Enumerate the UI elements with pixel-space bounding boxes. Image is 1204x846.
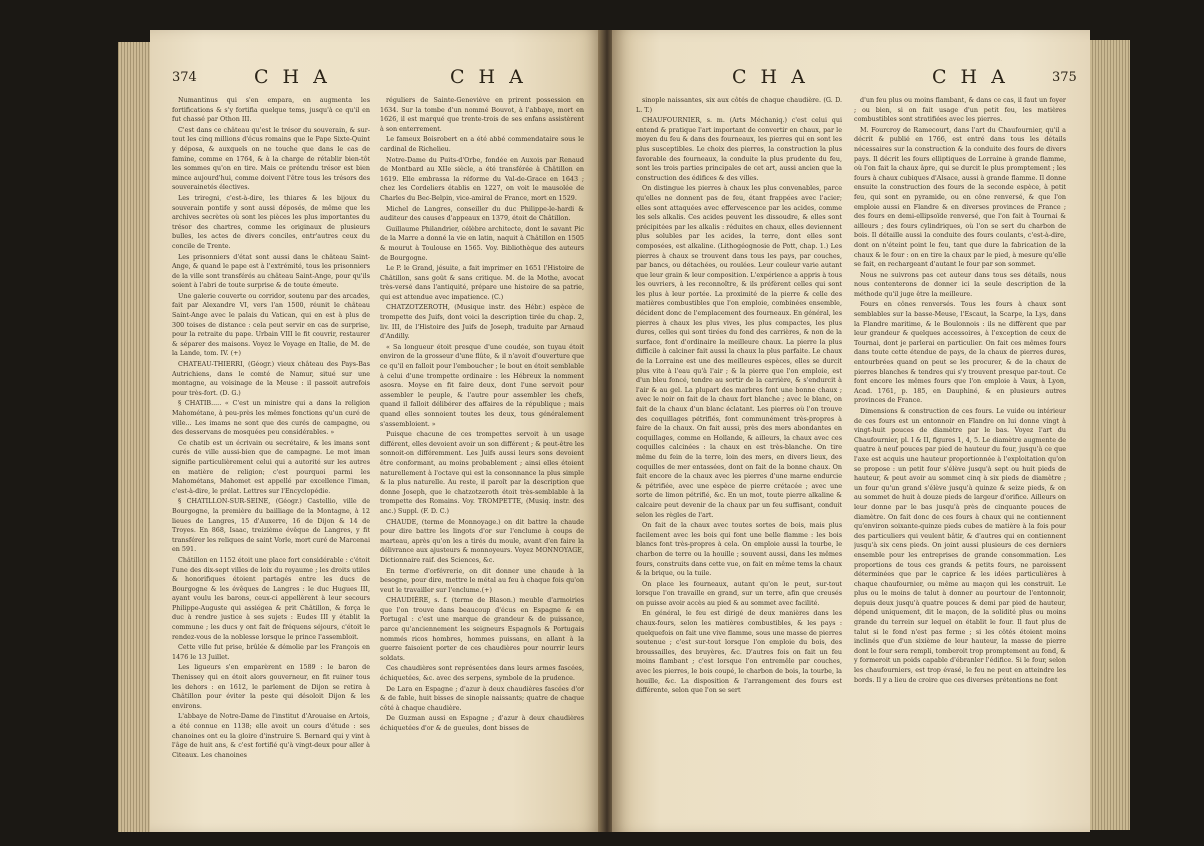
paragraph: Guillaume Philandrier, célèbre architecte, dont le savant Pic de la Marre a donné la vie en latin, naquit à Châtillon en 1505 & mourut à Toulouse en 1565. Voy. Bibliothèque des auteurs de Bourgogne. bbox=[380, 224, 584, 262]
paragraph: CHATEAU-THIERRI, (Géogr.) vieux château des Pays-Bas Autrichiens, dans le comté de Namur, situé sur une montagne, au voisinage de la Meuse : il passoit autrefois pour très-fort. (D. G.) bbox=[172, 360, 370, 397]
paragraph: L'abbaye de Notre-Dame de l'institut d'Arouaise en Artois, a été connue en 1138; elle avoit un cours d'étude : ses chanoines ont eu la gloire d'instruire S. Bernard qui y vint à l'âge de huit ans, & c'est fortifié qu'à vingt-deux pour aller à Citeaux. Les chanoines bbox=[172, 712, 370, 759]
paragraph: § CHATIB..... « C'est un ministre qui a dans la religion Mahométane, à peu-près les mêmes fonctions qu'un curé de ville... Les imams ne sont que des curés de campagne, ou des desservans de mosquées peu considérables. » bbox=[172, 399, 370, 437]
left-running-head-1: CHA bbox=[254, 66, 341, 88]
right-running-head-2: CHA bbox=[932, 66, 1019, 88]
paragraph: Les prisonniers d'état sont aussi dans le château Saint-Ange, & quand le pape est à l'extrémité, tous les prisonniers de la ville sont transférés au château Saint-Ange, pour qu'ils soient à l'abri de toute surprise & de toute émeute. bbox=[172, 252, 370, 290]
paragraph: Notre-Dame du Puits-d'Orbe, fondée en Auxois par Renaud de Montbard au XIIe siècle, a été transférée à Châtillon en 1619. Elle embrassa la réforme du Val-de-Grace en 1643 ; chez les Cordeliers établis en 1227, on voit le mausolée de Charles du Bec-Belpin, vice-amiral de France, mort en 1529. bbox=[380, 155, 584, 202]
paragraph: d'un feu plus ou moins flambant, & dans ce cas, il faut un foyer ; ou bien, si on fait usage d'un petit feu, les matières combustibles sont stratifiées avec les pierres. bbox=[854, 96, 1066, 124]
paragraph: De Lara en Espagne ; d'azur à deux chaudières fascées d'or & de fable, huit bisses de sinople naissants; quatre de chaque côté à chaque chaudière. bbox=[380, 684, 584, 712]
right-column-2 bbox=[854, 96, 1066, 816]
paragraph: Châtillon en 1152 étoit une place fort considérable : c'étoit l'une des dix-sept villes de loix du royaume ; les droits utiles & honorifiques étoient partagés entre les ducs de Bourgogne & les évêques de Langres : le duc Hugues III, ayant voulu les barons, ceux-ci appellèrent à leur secours Philippe-Auguste qui assiégea & prit Châtillon, & força le duc à rendre justice à ses sujets : Eudes III y établit la commune ; les ducs y ont fait de fréquens séjours, c'étoit le rendez-vous de la noblesse lorsque le prince l'assembloit. bbox=[172, 555, 370, 641]
paragraph: Cette ville fut prise, brûlée & démolie par les François en 1476 le 13 Juillet. bbox=[172, 643, 370, 661]
paragraph: Les triregni, c'est-à-dire, les thiares & les bijoux du souverain pontife y sont aussi déposés, de même que les archives secrètes où sont les pièces les plus importantes du trésor des chartres, comme les originaux de plusieurs bulles, les actes de divers conciles, entr'autres ceux du concile de Trente. bbox=[172, 193, 370, 250]
paragraph: CHAUDIÈRE, s. f. (terme de Blason.) meuble d'armoiries que l'on trouve dans beaucoup d'écus en Espagne & en Portugal : c'est une marque de grandeur & de puissance, parce qu'anciennement les seigneurs Espagnols & Portugais nommés ricos hombres, hommes puissans, en allant à la guerre faisoient porter de ces chaudières pour nourrir leurs soldats. bbox=[380, 596, 584, 662]
paragraph: On fait de la chaux avec toutes sortes de bois, mais plus facilement avec les bois qui font une belle flamme : les bois blancs font très-propres à cela. On emploie aussi la tourbe, le charbon de terre ou la houille ; souvent aussi, dans les mêmes fours, construits dans cette vue, on fait en même tems la chaux & la brique, ou la tuile. bbox=[636, 521, 842, 578]
paragraph: Le P. le Grand, jésuite, a fait imprimer en 1651 l'Histoire de Châtillon, sans goût & sans critique. M. de la Mothe, avocat très-versé dans l'antiquité, prépare une histoire de sa patrie, qui est attendue avec impatience. (C.) bbox=[380, 264, 584, 301]
right-column-1 bbox=[636, 96, 842, 816]
paragraph: § CHATILLON-SUR-SEINE, (Géogr.) Castellio, ville de Bourgogne, la première du bailliage de la Montagne, à 12 lieues de Langres, 15 d'Auxerre, 16 de Dijon & 14 de Troyes. En 868, Isaac, treizième évêque de Langres, y fit transférer les reliques de saint Vorle, mort curé de Marcenai en 591. bbox=[172, 497, 370, 554]
paragraph: Ces chaudières sont représentées dans leurs armes fascées, échiquetées, &c. avec des serpens, symbole de la prudence. bbox=[380, 664, 584, 683]
paragraph: Puisque chacune de ces trompettes servoit à un usage différent, elles devoient avoir un son différent ; & peut-être les sonnoit-on différemment. Les Juifs aussi leurs sons devoient être conformant, au moins probablement ; ainsi elles étoient naturellement à l'octave qui est la consonnance la plus simple & la plus naturelle. Au reste, il paroît par la description que donne Joseph, que le chatzotzeroth étoit très-semblable à la trompette des Romains. Voy. TROMPETTE, (Musiq. instr. des anc.) Suppl. (F. D. C.) bbox=[380, 430, 584, 515]
paragraph: CHATZOTZEROTH, (Musique instr. des Hébr.) espèce de trompette des Juifs, dont voici la description tirée du chap. 2, liv. III, de l'Histoire des Juifs de Joseph, traduite par Arnaud d'Andilly. bbox=[380, 303, 584, 341]
paragraph: Ce chatib est un écrivain ou secrétaire, & les imans sont curés de ville aussi-bien que de campagne. Le mot iman signifie particulièrement celui qui a autorité sur les autres en matière de religion; c'est pourquoi parmi les Mahométans, Mahomet est appellé par excellence l'iman, c'est-à-dire, le prélat. Lettres sur l'Encyclopédie. bbox=[172, 438, 370, 495]
left-page-number: 374 bbox=[172, 70, 197, 85]
right-running-head-1: CHA bbox=[732, 66, 819, 88]
paragraph: sinople naissantes, six aux côtés de chaque chaudière. (G. D. L. T.) bbox=[636, 96, 842, 114]
paragraph: Fours en cônes renversés. Tous les fours à chaux sont semblables sur la basse-Meuse, l'Escaut, la Scarpe, la Lys, dans la Flandre maritime, & le Boulonnois : ils ne diffèrent que par leur grandeur & quelques accessoires, à l'exception de ceux de Tournai, dont je parlerai en particulier. On fait ces mêmes fours dans toute cette étendue de pays, de la chaux de pierres dures, entourbrées quand on peut se les procurer, & de la chaux de pierres blanches & tendres qui s'y trouvent presque par-tout. Ce font encore les mêmes fours que l'on emploie à Vaux, à Lyon, Acad. 1761, p. 185, en Dauphiné, & en plusieurs autres provinces de France. bbox=[854, 300, 1066, 405]
paragraph: réguliers de Sainte-Geneviève en prirent possession en 1634. Sur la tombe d'un nommé Bouvot, à l'abbaye, mort en 1626, il est marqué que trente-trois de ses enfans assistèrent à son enterrement. bbox=[380, 96, 584, 133]
left-page-edges bbox=[118, 42, 150, 832]
paragraph: Nous ne suivrons pas cet auteur dans tous ses détails, nous nous contenterons de donner ici la seule description de la méthode qu'il juge être la meilleure. bbox=[854, 270, 1066, 298]
paragraph: De Guzman aussi en Espagne ; d'azur à deux chaudières échiquetées d'or & de gueules, dont bisses de bbox=[380, 714, 584, 732]
left-column-2 bbox=[380, 96, 584, 816]
right-page bbox=[612, 30, 1090, 832]
paragraph: CHAUFOURNIER, s. m. (Arts Méchaniq.) c'est celui qui entend & pratique l'art important de convertir en chaux, par le moyen du feu & dans des fourneaux, les pierres qui en sont les plus susceptibles. Le choix des pierres, la construction la plus favorable des fourneaux, la conduite la plus prudente du feu, sont les trois parties principales de cet art, aussi ancien que la construction des édifices & des villes. bbox=[636, 116, 842, 182]
paragraph: Numantinus qui s'en empara, en augmenta les fortifications & s'y fortifia quelque tems, jusqu'à ce qu'il en fut chassé par Othon III. bbox=[172, 96, 370, 124]
paragraph: M. Fourcroy de Ramecourt, dans l'art du Chaufournier, qu'il a décrit & publié en 1766, est entré dans tous les détails nécessaires sur la construction & la conduite des fours de divers pays. Il décrit les fours elliptiques de Lorraine à grande flamme, où l'on fait la chaux âpre, qui se durcit le plus promptement ; les fours à chaux cubiques d'Alsace, aussi à grande flamme. Il donne ensuite la construction des fours de la seconde espèce, à petit feu, qui sont en pyramide, ou en cône renversé, & que l'on emploie aussi en Flandre & en diverses provinces de France ; des fours en demi-ellipsoïde renversé, que l'on fait à Tournai & ailleurs ; des fours cylindriques, où l'on se sert du charbon de bois. Il détaille aussi la conduite des fours coulants, c'est-à-dire, dont on n'éteint point le feu, tant que dure la fabrication de la chaux & le four : on en tire la chaux par le pied, à mesure qu'elle se fait, en rechargeant d'autant le four par son sommet. bbox=[854, 125, 1066, 269]
paragraph: Les ligueurs s'en emparèrent en 1589 : le baron de Thenissey qui en étoit alors gouverneur, en fit ruiner tous les dehors : en 1612, le parlement de Dijon se retira à Châtillon pour éviter la peste qui désoloit Dijon & les environs. bbox=[172, 663, 370, 710]
open-book bbox=[150, 30, 1090, 832]
paragraph: C'est dans ce château qu'est le trésor du souverain, & sur-tout les cinq millions d'écus romains que le Pape Sixte-Quint y déposa, & auxquels on ne touche que dans le cas de famine, comme en 1764, & à la charge de rétablir bien-tôt les sommes qu'on en tire. Mais ce prétendu trésor est bien mince aujourd'hui, comme doivent l'être tous les trésors des souverainetés électives. bbox=[172, 125, 370, 192]
right-page-edges bbox=[1090, 40, 1130, 830]
paragraph: « Sa longueur étoit presque d'une coudée, son tuyau étoit environ de la grosseur d'une flûte, & il n'avoit d'ouverture que ce qu'il en falloit pour l'emboucher ; le bout en étoit semblable à celui d'une trompette ordinaire : les Hébreux la nomment asosra. Moyse en fit faire deux, dont l'une servoit pour assembler le peuple, & l'autre pour assembler les chefs, quand il falloit délibérer des affaires de la république ; mais quand elles sonnoient toutes les deux, tous généralement s'assembloient. » bbox=[380, 342, 584, 428]
paragraph: On place les fourneaux, autant qu'on le peut, sur-tout lorsque l'on travaille en grand, sur un terre, afin que creusés on puisse avoir accès au pied & au sommet avec facilité. bbox=[636, 579, 842, 607]
paragraph: Le fameux Boisrobert en a été abbé commendataire sous le cardinal de Richelieu. bbox=[380, 135, 584, 153]
paragraph: CHAUDE, (terme de Monnoyage.) on dit battre la chaude pour dire battre les lingots d'or sur l'enclume à coups de marteau, après qu'on les a tirés du moule, avant d'en faire la délivrance aux ajusteurs & monnoyeurs. Voyez MONNOYAGE, Dictionnaire raif. des Sciences, &c. bbox=[380, 517, 584, 564]
paragraph: En général, le feu est dirigé de deux manières dans les chaux-fours, selon les matières combustibles, & les pays : quelquefois on fait une vive flamme, sous une masse de pierres soutenue ; c'est sur-tout lorsque l'on emploie du bois, des broussailles, des bruyères, &c. D'autres fois on fait un feu moins flambant ; c'est lorsque l'on entremêle par couches, avec les pierres, le bois coupé, le charbon de bois, la tourbe, la houille, &c. La disposition & l'arrangement des fours est différente, selon que l'on se sert bbox=[636, 609, 842, 695]
left-column-1 bbox=[172, 96, 370, 816]
paragraph: En terme d'orfévrerie, on dit donner une chaude à la besogne, pour dire, mettre le métal au feu à chaque fois qu'on veut le travailler sur l'enclume.(+) bbox=[380, 566, 584, 594]
left-running-head-2: CHA bbox=[450, 66, 537, 88]
right-page-number: 375 bbox=[1052, 70, 1077, 85]
paragraph: On distingue les pierres à chaux les plus convenables, parce qu'elles ne donnent pas de feu, étant frappées avec l'acier; elles sont attaquées avec effervescence par les acides, comme les sels alkalis. Ces acides peuvent les dissoudre, & elles sont précipitées par les alkalis : réduites en chaux, elles deviennent plus solubles par les acides, la terre, dont elles sont composées, est alkaline. (Lithogéognosie de Pott, chap. 1.) Les pierres à chaux se trouvent dans tous les pays, par couches, par bancs, ou détachées, ou roulées. Leur couleur varie autant que leur grain & leur composition. L'expérience a appris à tous les ouvriers, à les reconnoître, & ils préfèrent celles qui sont les plus à leur portée. La proximité de la pierre & celle des matières combustibles que l'on emploie, combinées ensemble, décident donc de l'emplacement des fourneaux. En général, les pierres à chaux les plus vives, les plus compactes, les plus dures, celles qui sont tirées du fond des carrières, & non de la surface, font d'ordinaire la meilleure chaux. La pierre la plus difficile à calciner fait aussi la chaux la plus parfaite. Le chaux de la Lorraine est une des meilleures espèces, elles se durcit plus vite à l'eau qu'à l'air ; & la pierre que l'on emploie, est d'un bleu foncé, tendre au sortir de la carrière, & s'endurcit à l'air & au gel. La plupart des marbres font une bonne chaux ; avec le noir on fait de la chaux fort blanche ; avec le blanc, on fait de la chaux d'un blanc éclatant. Les pierres où l'on trouve des coquillages pétrifiés, font communément très-propres à faire de la chaux. On fait aussi, près des mers abondantes en coquillages, comme en Hollande, & ailleurs, la chaux avec ces coquilles calcinées : la chaux en est très-blanche. On tire même du fein de la terre, loin des mers, en divers lieux, des coquilles de mer entassées, dont on fait de la bonne chaux. On fait encore de la chaux avec les pierres d'une marne endurcie & pétrifiée, avec une espèce de pierre crétacée ; avec une sorte de limon pétrifié, &c. En un mot, toute pierre alkaline & calcaire peut devenir de la chaux par un feu suffisant, conduit selon les règles de l'art. bbox=[636, 184, 842, 519]
paragraph: Michel de Langres, conseiller du duc Philippe-le-hardi & auditeur des causes d'appeaux en 1379, étoit de Châtillon. bbox=[380, 204, 584, 223]
left-page bbox=[150, 30, 602, 832]
paragraph: Une galerie couverte ou corridor, soutenu par des arcades, fait par Alexandre VI, vers l'an 1500, réunit le château Saint-Ange avec le palais du Vatican, qui en est à plus de 300 toises de distance : cela peut servir en cas de surprise, pour la retraite du pape. Urbain VIII le fit couvrir, restaurer & séparer des maisons. Voyez le Voyage en Italie, de M. de la Lande, tom. IV. (+) bbox=[172, 291, 370, 358]
paragraph: Dimensions & construction de ces fours. Le vuide ou intérieur de ces fours est un entonnoir en Flandre on lui donne vingt à vingt-huit pouces de diamètre par le bas. Voyez l'art du Chaufournier, pl. I & II, figures 1, 4, 5. Le diamètre augmente de quatre à neuf pouces par pied de hauteur du four, jusqu'à ce que l'axe est acquis une hauteur proportionnée à l'exploitation qu'on se propose : un petit four s'élève jusqu'à sept ou huit pieds de hauteur, & peut avoir au sommet cinq à six pieds de diamètre ; un four qu'un grand s'élève jusqu'à quinze & seize pieds, & on au sommet de huit à douze pieds de largeur d'orifice. Ailleurs on leur donne par le bas jusqu'à près de cinquante pouces de diamètre. On fait donc de ces fours à chaux qui ne contiennent qu'environ soixante-quinze pieds cubes de matière à la fois pour des particuliers qui veulent bâtir, & d'autres qui en contiennent jusqu'à six cens pieds. On joint aussi plusieurs de ces derniers ensemble pour les entreprises de grande consommation. Les proportions de tous ces grands & petits fours, ne paroissent déterminées que par le caprice & les idées particulières à chaque chaufournier, ou même au maçon qui les construit. Le plus ou le moins de talut à donner au pourtour de l'entonnoir, depuis deux jusqu'à quatre pouces & demi par pied de hauteur, dépend uniquement, dit le maçon, de la solidité plus ou moins grande du terrein sur lequel on établit le four. Il faut plus de talut si le fond n'est pas ferme ; si les côtés étoient moins inclinés que d'un sixième de leur hauteur, la masse de pierre dont le four sera rempli, tomberoit trop promptement au fond, & y formeroit un poids capable d'ébranler l'édifice. Si le four, selon les chaufourniers, est trop évasé, le feu ne peut en atteindre les bords. Il y a lieu de croire que ces diverses prétentions ne font bbox=[854, 407, 1066, 684]
